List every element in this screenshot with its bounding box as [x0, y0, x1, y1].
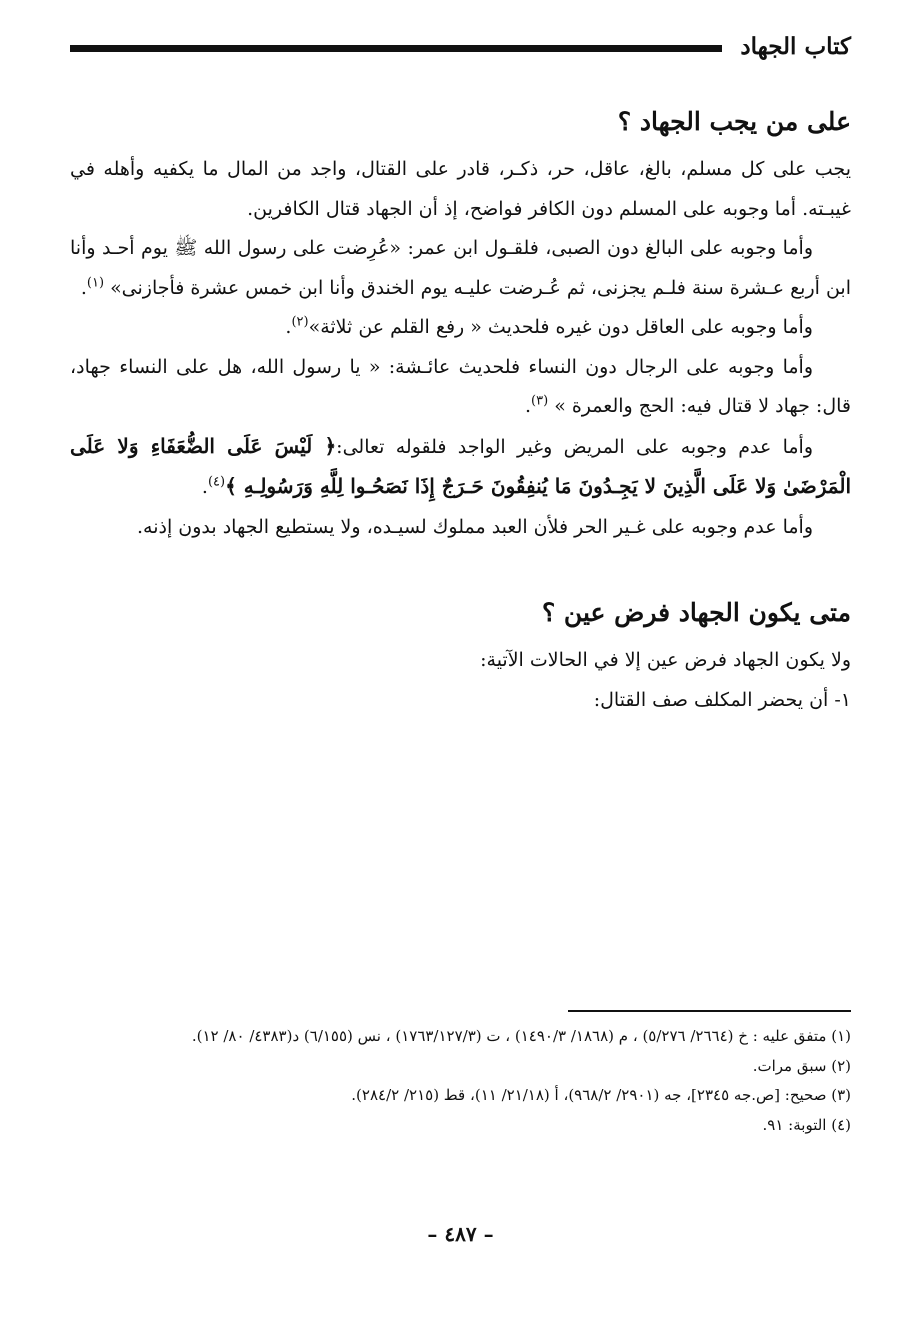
- footnotes: [70, 1022, 851, 1140]
- footnote-ref-4: (٤): [207, 474, 226, 490]
- quran-verse: ﴿ لَيْسَ عَلَى الضُّعَفَاءِ وَلا عَلَى الْمَرْضَىٰ وَلا عَلَى الَّذِينَ لا يَجِـدُونَ مَا يُنفِقُونَ حَـرَجٌ إِذَا نَصَحُـوا لِلَّهِ وَرَسُولِـهِ ﴾: [70, 433, 851, 498]
- footnote-ref-3: (٣): [531, 393, 549, 409]
- footnote-2: (٢) سبق مرات.: [752, 1056, 851, 1075]
- running-title: كتاب الجهاد: [740, 32, 851, 60]
- paragraph-sane: وأما وجوبه على العاقل دون غيره فلحديث « رفع القلم عن ثلاثة»$^{(٢)}$.: [285, 314, 813, 338]
- paragraph-case-1: ١- أن يحضر المكلف صف القتال:: [593, 688, 851, 711]
- paragraph-cases: ولا يكون الجهاد فرض عين إلا في الحالات الآتية:: [480, 649, 851, 671]
- header-rule: [70, 45, 722, 52]
- paragraph-men: وأما وجوبه على الرجال دون النساء فلحديث عائـشة: « يا رسول الله، هل على النساء جهاد، قال: جهاد لا قتال فيه: الحج والعمرة » $^{(٣)}$.: [70, 355, 851, 417]
- main-text: [70, 98, 851, 720]
- footnote-separator: [568, 1010, 851, 1012]
- paragraph-sick: وأما عدم وجوبه على المريض وغير الواجد فلقوله تعالى:﴿ لَيْسَ عَلَى الضُّعَفَاءِ وَلا عَلَى الْمَرْضَىٰ وَلا عَلَى الَّذِينَ لا يَجِـدُونَ مَا يُنفِقُونَ حَـرَجٌ إِذَا نَصَحُـوا لِلَّهِ وَرَسُولِـهِ ﴾$^{(٤)}$.: [70, 433, 851, 498]
- paragraph-sick-text: وأما عدم وجوبه على المريض وغير الواجد فلقوله تعالى:: [336, 435, 813, 458]
- footnote-3: (٣) صحيح: [ص.جه ٢٣٤٥]، جه (٢٩٠١/ ٩٦٨/٢)، أ (٢١/١٨/ ١١)، قط (٢١٥/ ٢٨٤/٢).: [351, 1086, 851, 1104]
- section-heading-when-individual: متى يكون الجهاد فرض عين ؟: [541, 598, 851, 627]
- section-heading-who-obligated: على من يجب الجهاد ؟: [617, 107, 851, 136]
- footnote-ref-1: (١): [86, 275, 105, 291]
- footnote-1: (١) متفق عليه : خ (٢٦٦٤/ ٥/٢٧٦) ، م (١٨٦٨/ ١٤٩٠/٣) ، ت (١٧٦٣/١٢٧/٣) ، نس (٦/١٥٥) د(٤٣٨٣/ ٨٠/ ١٢).: [191, 1027, 851, 1045]
- paragraph-free: وأما عدم وجوبه على غـير الحر فلأن العبد مملوك لسيـده، ولا يستطيع الجهاد بدون إذنه.: [137, 515, 813, 538]
- section-gap: [70, 547, 851, 589]
- running-header: [70, 26, 851, 66]
- page-number: – ٤٨٧ –: [427, 1222, 494, 1246]
- paragraph-adult-text: وأما وجوبه على البالغ دون الصبى، فلقـول ابن عمر: «عُرِضت على رسول الله ﷺ يوم أحـد وأنا ابن أربع عـشرة سنة فلـم يجزنى، ثم عُـرضت عليـه يوم الخندق وأنا ابن خمس عشرة فأجازنى»: [70, 237, 851, 299]
- paragraph-men-text: وأما وجوبه على الرجال دون النساء فلحديث عائـشة: « يا رسول الله، هل على النساء جهاد، قال: جهاد لا قتال فيه: الحج والعمرة »: [70, 355, 851, 417]
- paragraph-adult: وأما وجوبه على البالغ دون الصبى، فلقـول ابن عمر: «عُرِضت على رسول الله ﷺ يوم أحـد وأنا ابن أربع عـشرة سنة فلـم يجزنى، ثم عُـرضت عليـه يوم الخندق وأنا ابن خمس عشرة فأجازنى» $^{(١)}$.: [70, 237, 851, 299]
- paragraph-conditions: يجب على كل مسلم، بالغ، عاقل، حر، ذكـر، قادر على القتال، واجد من المال ما يكفيه وأهله في غيبـته. أما وجوبه على المسلم دون الكافر فواضح، إذ أن الجهاد قتال الكافرين.: [70, 158, 851, 220]
- footnote-ref-2: (٢): [291, 314, 309, 330]
- footnote-4: (٤) التوبة: ٩١.: [762, 1115, 851, 1134]
- paragraph-sane-text: وأما وجوبه على العاقل دون غيره فلحديث « رفع القلم عن ثلاثة»: [308, 316, 813, 338]
